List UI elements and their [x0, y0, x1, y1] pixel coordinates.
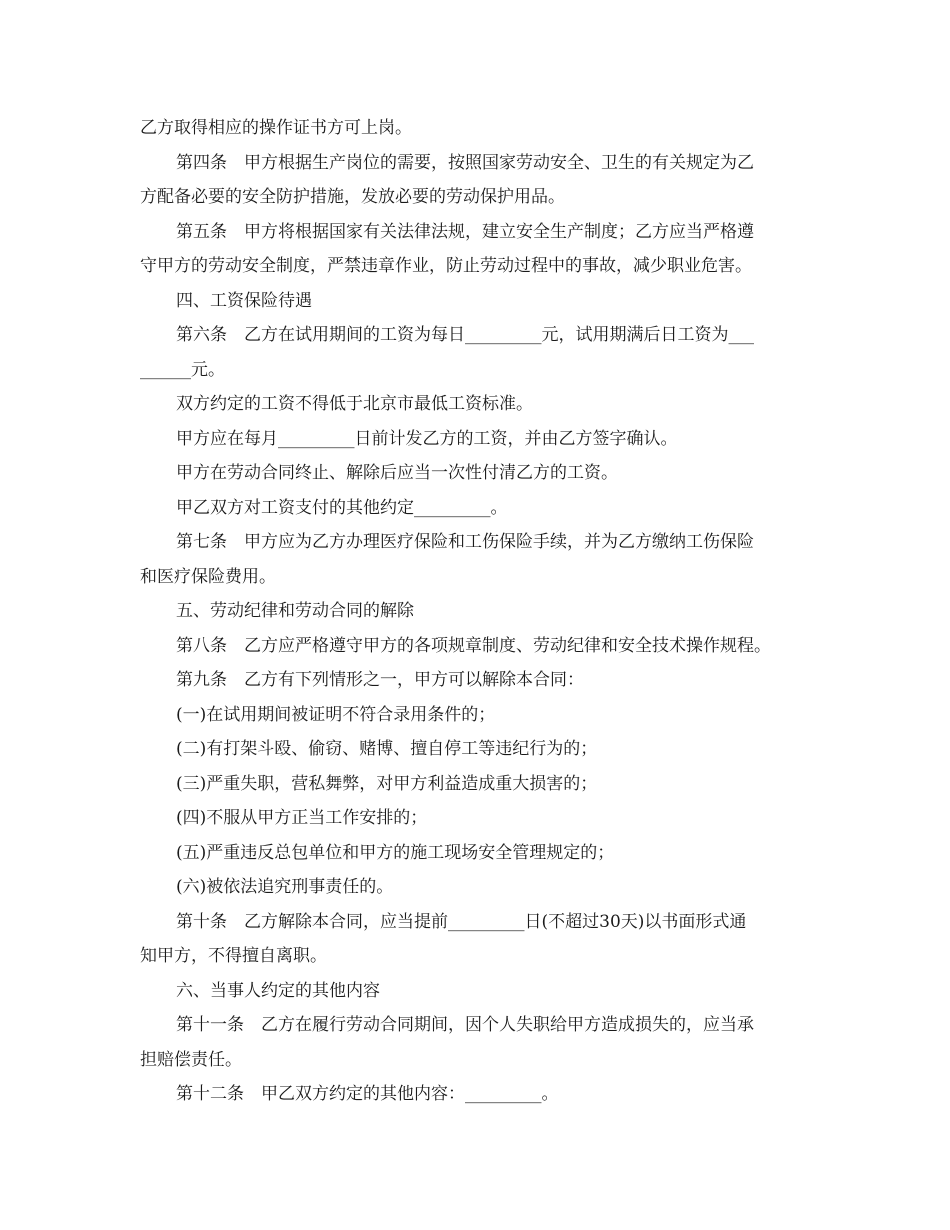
- section-heading: 五、劳动纪律和劳动合同的解除: [176, 601, 414, 621]
- text-line: 第六条 乙方在试用期间的工资为每日_________元，试用期满后日工资为___: [176, 325, 754, 345]
- text-line: 第四条 甲方根据生产岗位的需要，按照国家劳动安全、卫生的有关规定为乙: [176, 152, 754, 173]
- text-line: 甲方在劳动合同终止、解除后应当一次性付清乙方的工资。: [176, 463, 618, 483]
- text-line: 知甲方，不得擅自离职。: [140, 946, 327, 966]
- text-line: 第十条 乙方解除本合同，应当提前_________日(不超过30天)以书面形式通: [176, 911, 747, 932]
- text-line: 第八条 乙方应严格遵守甲方的各项规章制度、劳动纪律和安全技术操作规程。: [176, 635, 771, 656]
- text-line: 和医疗保险费用。: [140, 566, 276, 587]
- text-line: 第九条 乙方有下列情形之一，甲方可以解除本合同：: [176, 670, 584, 690]
- list-item: (一)在试用期间被证明不符合录用条件的；: [176, 704, 496, 725]
- text-line: 第十二条 甲乙双方约定的其他内容：_________。: [176, 1084, 559, 1104]
- text-line: 担赔偿责任。: [140, 1049, 242, 1070]
- text-line: 第七条 甲方应为乙方办理医疗保险和工伤保险手续，并为乙方缴纳工伤保险: [176, 532, 754, 552]
- text-line: 乙方取得相应的操作证书方可上岗。: [140, 118, 412, 138]
- text-line: 甲方应在每月_________日前计发乙方的工资，并由乙方签字确认。: [176, 428, 678, 449]
- text-line: 方配备必要的安全防护措施，发放必要的劳动保护用品。: [140, 187, 565, 207]
- section-heading: 六、当事人约定的其他内容: [176, 980, 380, 1001]
- text-line: ______元。: [140, 359, 225, 380]
- list-item: (三)严重失职，营私舞弊，对甲方利益造成重大损害的；: [176, 773, 598, 794]
- text-line: 守甲方的劳动安全制度，严禁违章作业，防止劳动过程中的事故，减少职业危害。: [140, 256, 752, 276]
- text-line: 双方约定的工资不得低于北京市最低工资标准。: [176, 394, 533, 414]
- list-item: (四)不服从甲方正当工作安排的；: [176, 808, 428, 828]
- list-item: (六)被依法追究刑事责任的。: [176, 877, 394, 897]
- text-line: 第十一条 乙方在履行劳动合同期间，因个人失职给甲方造成损失的，应当承: [176, 1015, 754, 1035]
- list-item: (二)有打架斗殴、偷窃、赌博、擅自停工等违纪行为的；: [176, 739, 598, 759]
- list-item: (五)严重违反总包单位和甲方的施工现场安全管理规定的；: [176, 842, 615, 863]
- text-line: 甲乙双方对工资支付的其他约定_________。: [176, 497, 508, 518]
- text-line: 第五条 甲方将根据国家有关法律法规，建立安全生产制度；乙方应当严格遵: [176, 221, 754, 242]
- document-body: [140, 111, 820, 1112]
- section-heading: 四、工资保险待遇: [176, 290, 312, 311]
